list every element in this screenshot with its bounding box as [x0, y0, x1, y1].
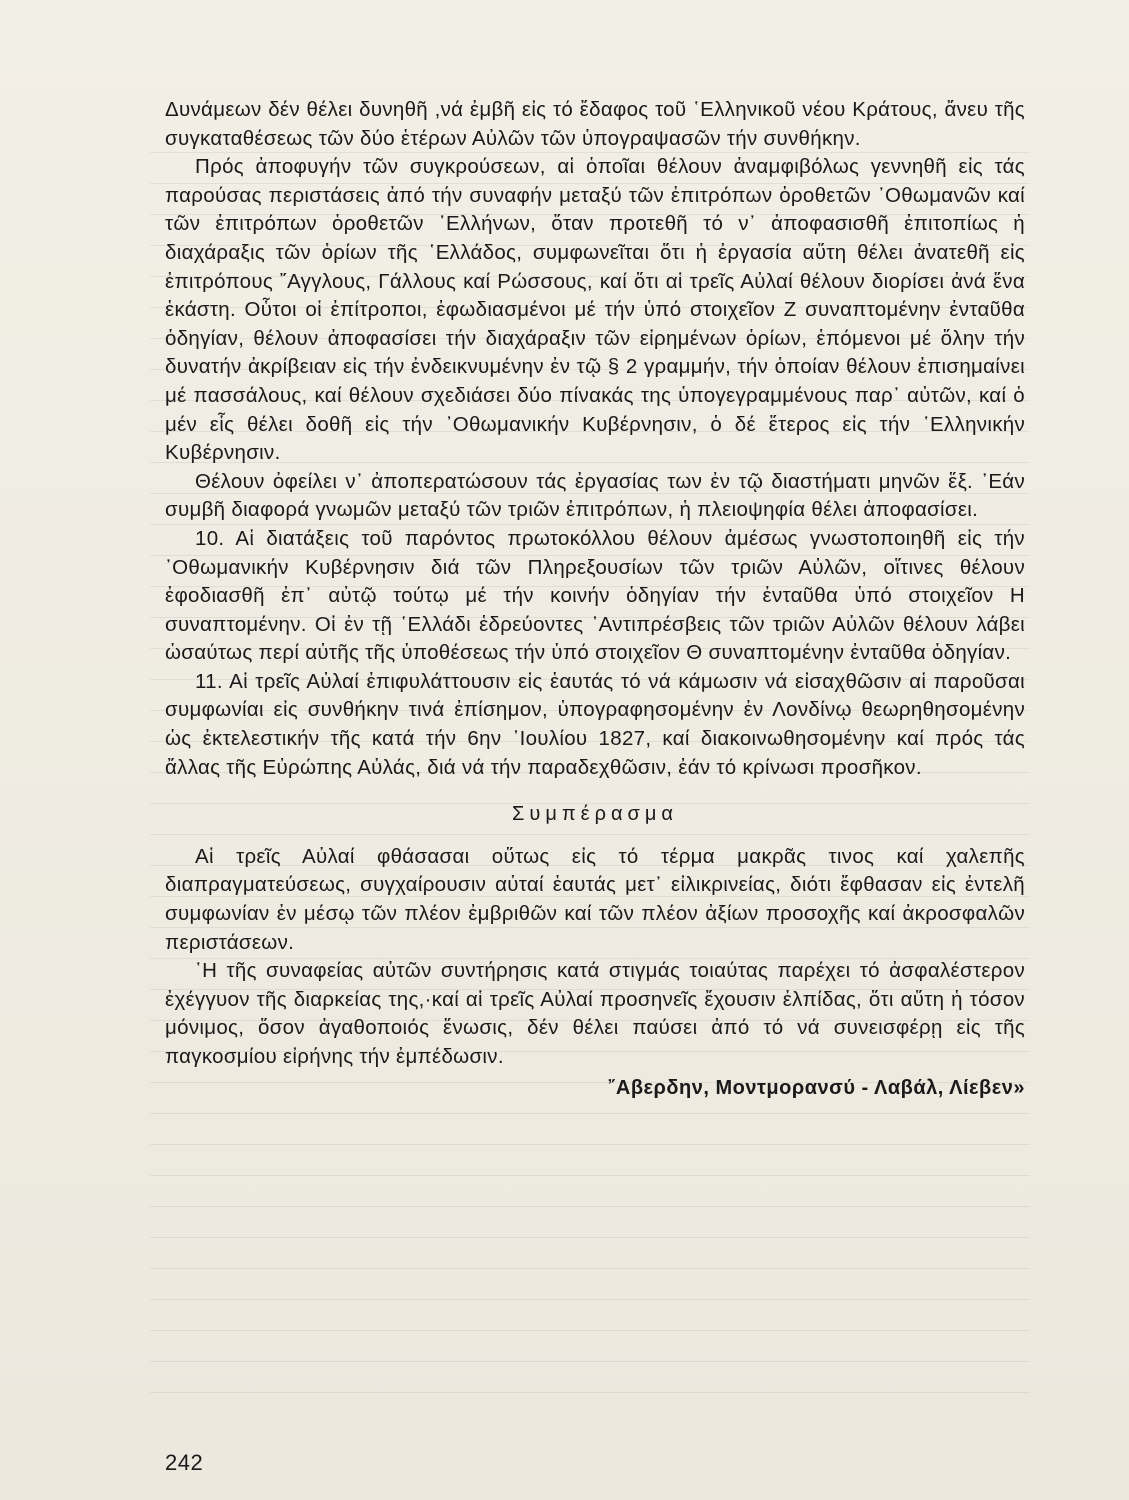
paragraph-conclusion-2: ῾Η τῆς συναφείας αὐτῶν συντήρησις κατά στιγμάς τοιαύτας παρέχει τό ἀσφαλέστερον ἐχέγγυον τῆς διαρκείας της,·καί αἱ τρεῖς Αὐλαί προσηνεῖς ἔχουσιν ἐλπίδας, ὅτι αὕτη ἡ τόσον μόνιμος, ὅσον ἀγαθοποιός ἕνωσις, δέν θέλει παύσει ἀπό τό νά συνεισφέρῃ εἰς τῆς παγκοσμίου εἰρήνης τήν ἐμπέδωσιν. — [165, 959, 1025, 1068]
body-text — [165, 96, 1025, 1102]
page-number: 242 — [165, 1450, 204, 1475]
paragraph-deadline: Θέλουν ὀφείλει ν᾿ ἀποπερατώσουν τάς ἐργασίας των ἐν τῷ διαστήματι μηνῶν ἕξ. ᾿Εάν συμβῆ διαφορά γνωμῶν μεταξύ τῶν τριῶν ἐπιτρόπων, ἡ πλειοψηφία θέλει ἀποφασίσει. — [165, 469, 1025, 522]
paragraph-article-11: 11. Αἱ τρεῖς Αὐλαί ἐπιφυλάττουσιν εἰς ἑαυτάς τό νά κάμωσιν νά εἰσαχθῶσιν αἱ παροῦσαι συμφωνίαι εἰς συνθήκην τινά ἐπίσημον, ὑπογραφησομένην ἐν Λονδίνῳ θεωρηθησομένην ὡς ἐκτελεστικήν τῆς κατά τήν 6ην ᾿Ιουλίου 1827, καί διακοινωθησομένην καί πρός τάς ἄλλας τῆς Εὐρώπης Αὐλάς, διά νά τήν παραδεχθῶσιν, ἐάν τό κρίνωσι προσῆκον. — [165, 669, 1025, 779]
paragraph-boundary-commissioners: Πρός ἀποφυγήν τῶν συγκρούσεων, αἱ ὁποῖαι θέλουν ἀναμφιβόλως γεννηθῆ εἰς τάς παρούσας περιστάσεις ἀπό τήν συναφήν μεταξύ τῶν ἐπιτρόπων ὁροθετῶν ᾿Οθωμανῶν καί τῶν ἐπιτρόπων ὁροθετῶν ῾Ελλήνων, ὅταν προτεθῆ τό ν᾿ ἀποφασισθῆ ἐπιτοπίως ἡ διαχάραξις τῶν ὁρίων τῆς ῾Ελλάδος, συμφωνεῖται ὅτι ἡ ἐργασία αὕτη θέλει ἀνατεθῆ εἰς ἐπιτρόπους ῎Αγγλους, Γάλλους καί Ρώσσους, καί ὅτι αἱ τρεῖς Αὐλαί θέλουν διορίσει ἀνά ἕνα ἑκάστη. Οὗτοι οἱ ἐπίτροποι, ἐφωδιασμένοι μέ τήν ὑπό στοιχεῖον Ζ συναπτομένην ἐνταῦθα ὁδηγίαν, θέλουν ἀποφασίσει τήν διαχάραξιν τῶν εἰρημένων ὁρίων, ἑπόμενοι μέ ὅλην τήν δυνατήν ἀκρίβειαν εἰς τήν ἐνδεικνυμένην ἐν τῷ § 2 γραμμήν, τήν ὁποίαν θέλουν ἐπισημαίνει μέ πασσάλους, καί θέλουν σχεδιάσει δύο πίνακάς της ὑπογεγραμμένους παρ᾿ αὐτῶν, καί ὁ μέν εἷς θέλει δοθῆ εἰς τήν ᾿Οθωμανικήν Κυβέρνησιν, ὁ δέ ἕτερος εἰς τήν ῾Ελληνικήν Κυβέρνησιν. — [165, 155, 1025, 465]
signature-line: ῎Αβερδην, Μοντμορανσύ - Λαβάλ, Λίεβεν» — [608, 1076, 1025, 1099]
section-heading: Συμπέρασμα — [512, 803, 678, 826]
paragraph-article-10: 10. Αἱ διατάξεις τοῦ παρόντος πρωτοκόλλου θέλουν ἀμέσως γνωστοποιηθῆ εἰς τήν ᾿Οθωμανικήν Κυβέρνησιν διά τῶν Πληρεξουσίων τῶν τριῶν Αὐλῶν, οἵτινες θέλουν ἐφοδιασθῆ ἐπ᾿ αὐτῷ τούτῳ μέ τήν κοινήν ὁδηγίαν τήν ἐνταῦθα ὑπό στοιχεῖον Η συναπτομένην. Οἱ ἐν τῇ ῾Ελλάδι ἑδρεύοντες ᾿Αντιπρέσβεις τῶν τριῶν Αὐλῶν θέλουν λάβει ὡσαύτως περί αὐτῆς τῆς ὑποθέσεως τήν ὑπό στοιχεῖον Θ συναπτομένην ἐνταῦθα ὁδηγίαν. — [165, 526, 1025, 665]
paragraph-conclusion-1: Αἱ τρεῖς Αὐλαί φθάσασαι οὕτως εἰς τό τέρμα μακρᾶς τινος καί χαλεπῆς διαπραγματεύσεως, συγχαίρουσιν αὐταί ἑαυτάς μετ᾿ εἰλικρινείας, διότι ἔφθασαν εἰς ἐντελῆ συμφωνίαν ἐν μέσῳ τῶν πλέον ἐμβριθῶν καί τῶν πλέον ἀξίων προσοχῆς καί ἀκροσφαλῶν περιστάσεων. — [165, 844, 1025, 954]
paragraph-continuation: Δυνάμεων δέν θέλει δυνηθῆ ,νά ἐμβῆ εἰς τό ἔδαφος τοῦ ῾Ελληνικοῦ νέου Κράτους, ἄνευ τῆς συγκαταθέσεως τῶν δύο ἑτέρων Αὐλῶν τῶν ὑπογραψασῶν τήν συνθήκην. — [165, 98, 1025, 150]
